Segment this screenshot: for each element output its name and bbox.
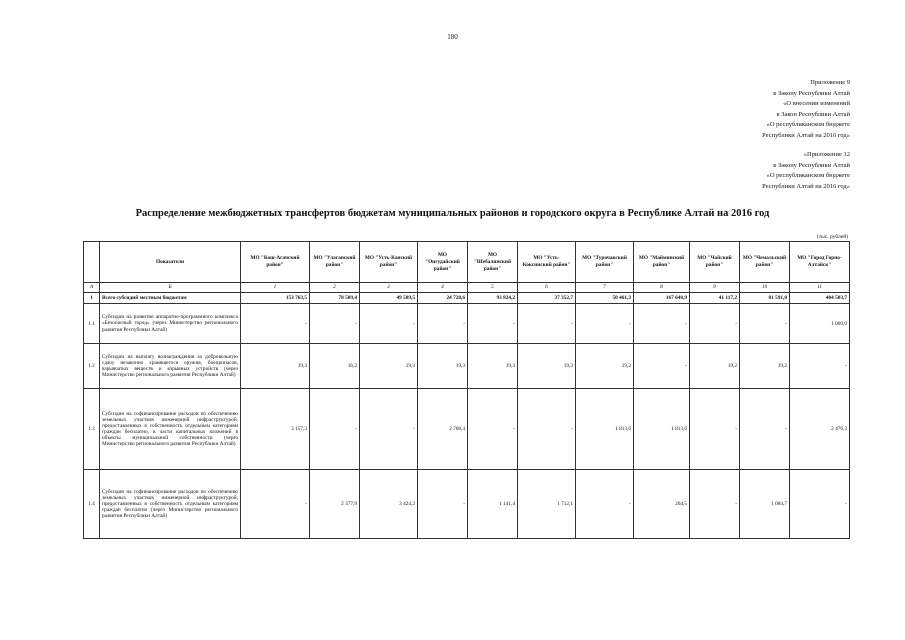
column-numbering-row	[84, 283, 850, 293]
table-row	[84, 389, 850, 470]
numbering-cell: Б	[100, 283, 241, 293]
row-label: Всего субсидий местным бюджетам	[100, 293, 241, 304]
value-cell: 81 591,0	[740, 293, 790, 304]
header-cell: Показатели	[100, 242, 241, 283]
value-cell: 19,3	[468, 344, 518, 389]
value-cell: -	[241, 470, 310, 539]
numbering-cell: 8	[634, 283, 690, 293]
value-cell: 24 728,6	[418, 293, 468, 304]
value-cell: 50 461,3	[576, 293, 634, 304]
header-cell: МО "Усть-Канский район"	[360, 242, 418, 283]
value-cell: 49 509,5	[360, 293, 418, 304]
value-cell: 404 503,7	[790, 293, 850, 304]
value-cell: 2 377,9	[310, 470, 360, 539]
document-title: Распределение межбюджетных трансфертов бюджетам муниципальных районов и городского округа в Республике Алтай на 2016 год	[135, 208, 770, 219]
numbering-cell: 6	[518, 283, 576, 293]
value-cell: 1 712,1	[518, 470, 576, 539]
value-cell: -	[468, 304, 518, 344]
appendix-line: «О республиканском бюджете	[766, 172, 850, 180]
value-cell: -	[690, 304, 740, 344]
numbering-cell: 4	[418, 283, 468, 293]
header-cell: МО "Шебалинский район"	[468, 242, 518, 283]
value-cell: -	[310, 304, 360, 344]
header-cell: МО "Онгудайский район"	[418, 242, 468, 283]
value-cell: 3 157,3	[241, 389, 310, 470]
appendix-line: к Закону Республики Алтай	[773, 161, 850, 169]
value-cell: -	[360, 389, 418, 470]
value-cell: -	[790, 344, 850, 389]
value-cell: -	[241, 304, 310, 344]
row-label: Субсидии на выплату вознаграждения за добровольную сдачу незаконно хранящегося оружия, боеприпасов, взрывчатых веществ и взрывных устройств (через Министерство регионального развития Республики Алтай)	[100, 344, 241, 389]
value-cell: 1 141,4	[468, 470, 518, 539]
row-index: 1.2	[84, 344, 100, 389]
header-cell: МО "Город Горно-Алтайск"	[790, 242, 850, 283]
header-cell: МО "Майминский район"	[634, 242, 690, 283]
numbering-cell: 9	[690, 283, 740, 293]
header-cell: МО "Усть-Коксинский район"	[518, 242, 576, 283]
numbering-cell: 5	[468, 283, 518, 293]
value-cell: 41 117,2	[690, 293, 740, 304]
value-cell: -	[468, 389, 518, 470]
value-cell: -	[790, 470, 850, 539]
row-label: Субсидии на развитие аппаратно-программного комплекса «Безопасный город» (через Министерство регионального развития Республики Алтай)	[100, 304, 241, 344]
value-cell: -	[740, 389, 790, 470]
value-cell: 19,2	[690, 344, 740, 389]
value-cell: -	[634, 304, 690, 344]
header-cell: МО "Кош-Агачский район"	[241, 242, 310, 283]
value-cell: -	[690, 470, 740, 539]
value-cell: 78 509,4	[310, 293, 360, 304]
header-cell	[84, 242, 100, 283]
numbering-cell: 2	[310, 283, 360, 293]
value-cell: 1 813,6	[576, 389, 634, 470]
value-cell: 1 084,7	[740, 470, 790, 539]
value-cell: -	[360, 304, 418, 344]
value-cell: 2 476,3	[790, 389, 850, 470]
value-cell: -	[690, 389, 740, 470]
appendix-12-note	[762, 150, 850, 192]
numbering-cell: 10	[740, 283, 790, 293]
header-cell: МО "Улаганский район"	[310, 242, 360, 283]
row-label: Субсидии на софинансирование расходов по обеспечению земельных участков инженерной инфраструктурой, предоставленных в собственность отдельным категориям граждан бесплатно (через Министерство регионального развития Республики Алтай)	[100, 470, 241, 539]
row-label: Субсидии на софинансирование расходов по обеспечению земельных участков инженерной инфраструктурой, предоставленных в собственность отдельным категориям граждан бесплатно, в части капитальных вложений в объекты муниципальной собственности (через Министерство регионального развития Республики Алтай)	[100, 389, 241, 470]
numbering-cell: А	[84, 283, 100, 293]
value-cell: -	[418, 304, 468, 344]
value-cell: 93 824,2	[468, 293, 518, 304]
value-cell: -	[518, 304, 576, 344]
value-cell: 167 648,9	[634, 293, 690, 304]
value-cell: -	[634, 344, 690, 389]
row-index: 1.3	[84, 389, 100, 470]
value-cell: 19,3	[241, 344, 310, 389]
value-cell: 19,3	[518, 344, 576, 389]
numbering-cell: 1	[241, 283, 310, 293]
value-cell: 19,2	[740, 344, 790, 389]
header-row	[84, 242, 850, 283]
table-row	[84, 344, 850, 389]
value-cell: -	[518, 389, 576, 470]
value-cell: 1 813,6	[634, 389, 690, 470]
value-cell: -	[576, 470, 634, 539]
value-cell: -	[576, 304, 634, 344]
header-cell: МО "Турочакский район"	[576, 242, 634, 283]
value-cell: 264,5	[634, 470, 690, 539]
row-index: 1	[84, 293, 100, 304]
value-cell: 1 000,0	[790, 304, 850, 344]
appendix-line: «О республиканском бюджете	[766, 121, 850, 129]
numbering-cell: 3	[360, 283, 418, 293]
row-index: 1.4	[84, 470, 100, 539]
value-cell: -	[310, 389, 360, 470]
value-cell: -	[418, 470, 468, 539]
header-cell: МО "Чойский район"	[690, 242, 740, 283]
value-cell: 16,2	[310, 344, 360, 389]
appendix-line: Республики Алтай на 2016 год»	[762, 182, 850, 190]
value-cell: 19,3	[360, 344, 418, 389]
appendix-line: в Закон Республики Алтай	[776, 110, 850, 118]
numbering-cell: 7	[576, 283, 634, 293]
value-cell: 153 763,5	[241, 293, 310, 304]
appendix-line: Приложение 9	[810, 79, 850, 86]
units-label: (тыс. рублей)	[816, 234, 848, 240]
value-cell: 37 352,7	[518, 293, 576, 304]
appendix-line: Республики Алтай на 2016 год»	[762, 131, 850, 139]
appendix-line: «Приложение 12	[803, 151, 850, 158]
row-index: 1.1	[84, 304, 100, 344]
value-cell: 3 424,2	[360, 470, 418, 539]
value-cell: 19,2	[576, 344, 634, 389]
appendix-line: «О внесении изменений	[783, 100, 850, 108]
appendix-9-note	[762, 78, 850, 142]
numbering-cell: 11	[790, 283, 850, 293]
page-number: 180	[447, 33, 458, 41]
transfers-table	[83, 241, 850, 539]
header-cell: МО "Чемальский район"	[740, 242, 790, 283]
value-cell: 19,3	[418, 344, 468, 389]
value-cell: 2 768,4	[418, 389, 468, 470]
value-cell: -	[740, 304, 790, 344]
table-row	[84, 470, 850, 539]
table-row	[84, 304, 850, 344]
table-row-total	[84, 293, 850, 304]
appendix-line: к Закону Республики Алтай	[773, 89, 850, 97]
